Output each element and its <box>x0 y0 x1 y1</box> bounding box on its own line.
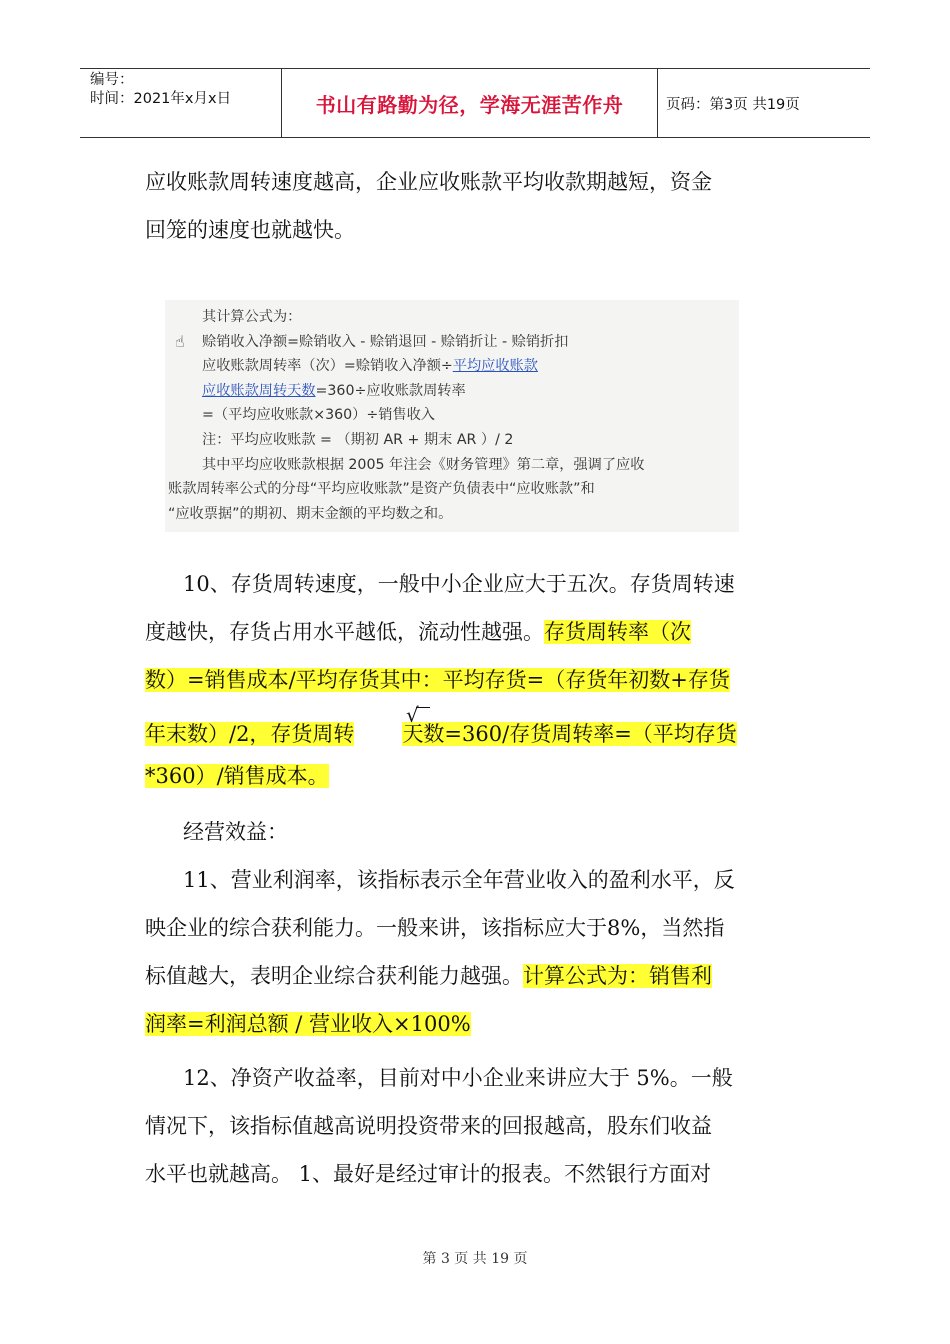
highlighted-formula: 年末数）/2，存货周转 <box>145 722 355 746</box>
highlighted-formula: *360）/销售成本。 <box>145 764 329 788</box>
text-line: 11、营业利润率，该指标表示全年营业收入的盈利水平，反 <box>183 868 735 892</box>
image-text: =360÷应收账款周转率 <box>315 382 466 399</box>
header-meta <box>80 69 282 137</box>
image-line: 赊销收入净额=赊销收入 - 赊销退回 - 赊销折让 - 赊销折扣 <box>202 333 569 350</box>
text-segment: 标值越大，表明企业综合获利能力越强。 <box>145 964 523 988</box>
highlighted-formula: 天数=360/存货周转率=（平均存货 <box>402 722 737 746</box>
image-line: =（平均应收账款×360）÷销售收入 <box>202 407 435 424</box>
formula-image <box>165 300 739 532</box>
text-segment: 度越快，存货占用水平越低，流动性越强。 <box>145 620 544 644</box>
image-line: 其计算公式为： <box>202 309 302 325</box>
text-line: 回笼的速度也就越快。 <box>145 218 355 242</box>
text-line <box>145 656 810 704</box>
time-label: 时间：2021年x月x日 <box>90 91 232 107</box>
receivables-days-link[interactable]: 应收账款周转天数 <box>202 382 316 399</box>
page-footer: 第 3 页 共 19 页 <box>422 1251 528 1267</box>
text-line: 应收账款周转速度越高，企业应收账款平均收款期越短，资金 <box>145 170 712 194</box>
image-line <box>165 379 739 404</box>
highlighted-formula: 数）=销售成本/平均存货其中：平均存货=（存货年初数+存货 <box>145 668 730 692</box>
highlighted-formula: 计算公式为：销售利 <box>523 964 712 988</box>
paragraph-receivables <box>145 158 810 254</box>
text-line: 12、净资产收益率，目前对中小企业来讲应大于 5%。一般 <box>183 1066 733 1090</box>
image-line: 注：平均应收账款 = （期初 AR + 期末 AR ）/ 2 <box>202 431 514 448</box>
image-line: “应收票据”的期初、期末金额的平均数之和。 <box>168 505 453 522</box>
text-line: 水平也就越高。 1、最好是经过审计的报表。不然银行方面对 <box>145 1162 712 1186</box>
serial-label: 编号： <box>90 72 134 88</box>
header-motto-cell <box>282 69 658 137</box>
text-line <box>145 710 810 758</box>
sqrt-symbol-icon: √ <box>406 703 419 727</box>
text-line <box>145 752 810 800</box>
header-page-info: 页码：第3页 共19页 <box>666 96 800 113</box>
text-line: 情况下，该指标值越高说明投资带来的回报越高，股东们收益 <box>145 1114 712 1138</box>
image-line: 账款周转率公式的分母“平均应收账款”是资产负债表中“应收账款”和 <box>168 481 595 498</box>
image-line <box>165 354 739 379</box>
image-line: 其中平均应收账款根据 2005 年注会《财务管理》第二章，强调了应收 <box>202 456 645 473</box>
text-line <box>145 952 810 1000</box>
text-line <box>145 608 810 656</box>
text-line <box>145 1000 810 1048</box>
highlighted-formula: 存货周转率（次 <box>544 620 691 644</box>
text-line: 映企业的综合获利能力。一般来讲，该指标应大于8%，当然指 <box>145 916 725 940</box>
avg-receivables-link[interactable]: 平均应收账款 <box>452 358 538 375</box>
section-heading: 经营效益： <box>183 820 288 844</box>
highlighted-formula: 润率=利润总额 / 营业收入×100% <box>145 1012 471 1036</box>
document-header <box>80 68 870 138</box>
image-text: 应收账款周转率（次）=赊销收入净额÷ <box>202 358 453 375</box>
hand-pointer-icon: ☝ <box>175 332 185 351</box>
paragraph-inventory <box>145 560 810 800</box>
paragraph-operating <box>145 808 810 1198</box>
text-line: 10、存货周转速度，一般中小企业应大于五次。存货周转速 <box>183 572 735 596</box>
header-motto: 书山有路勤为径，学海无涯苦作舟 <box>315 92 624 117</box>
